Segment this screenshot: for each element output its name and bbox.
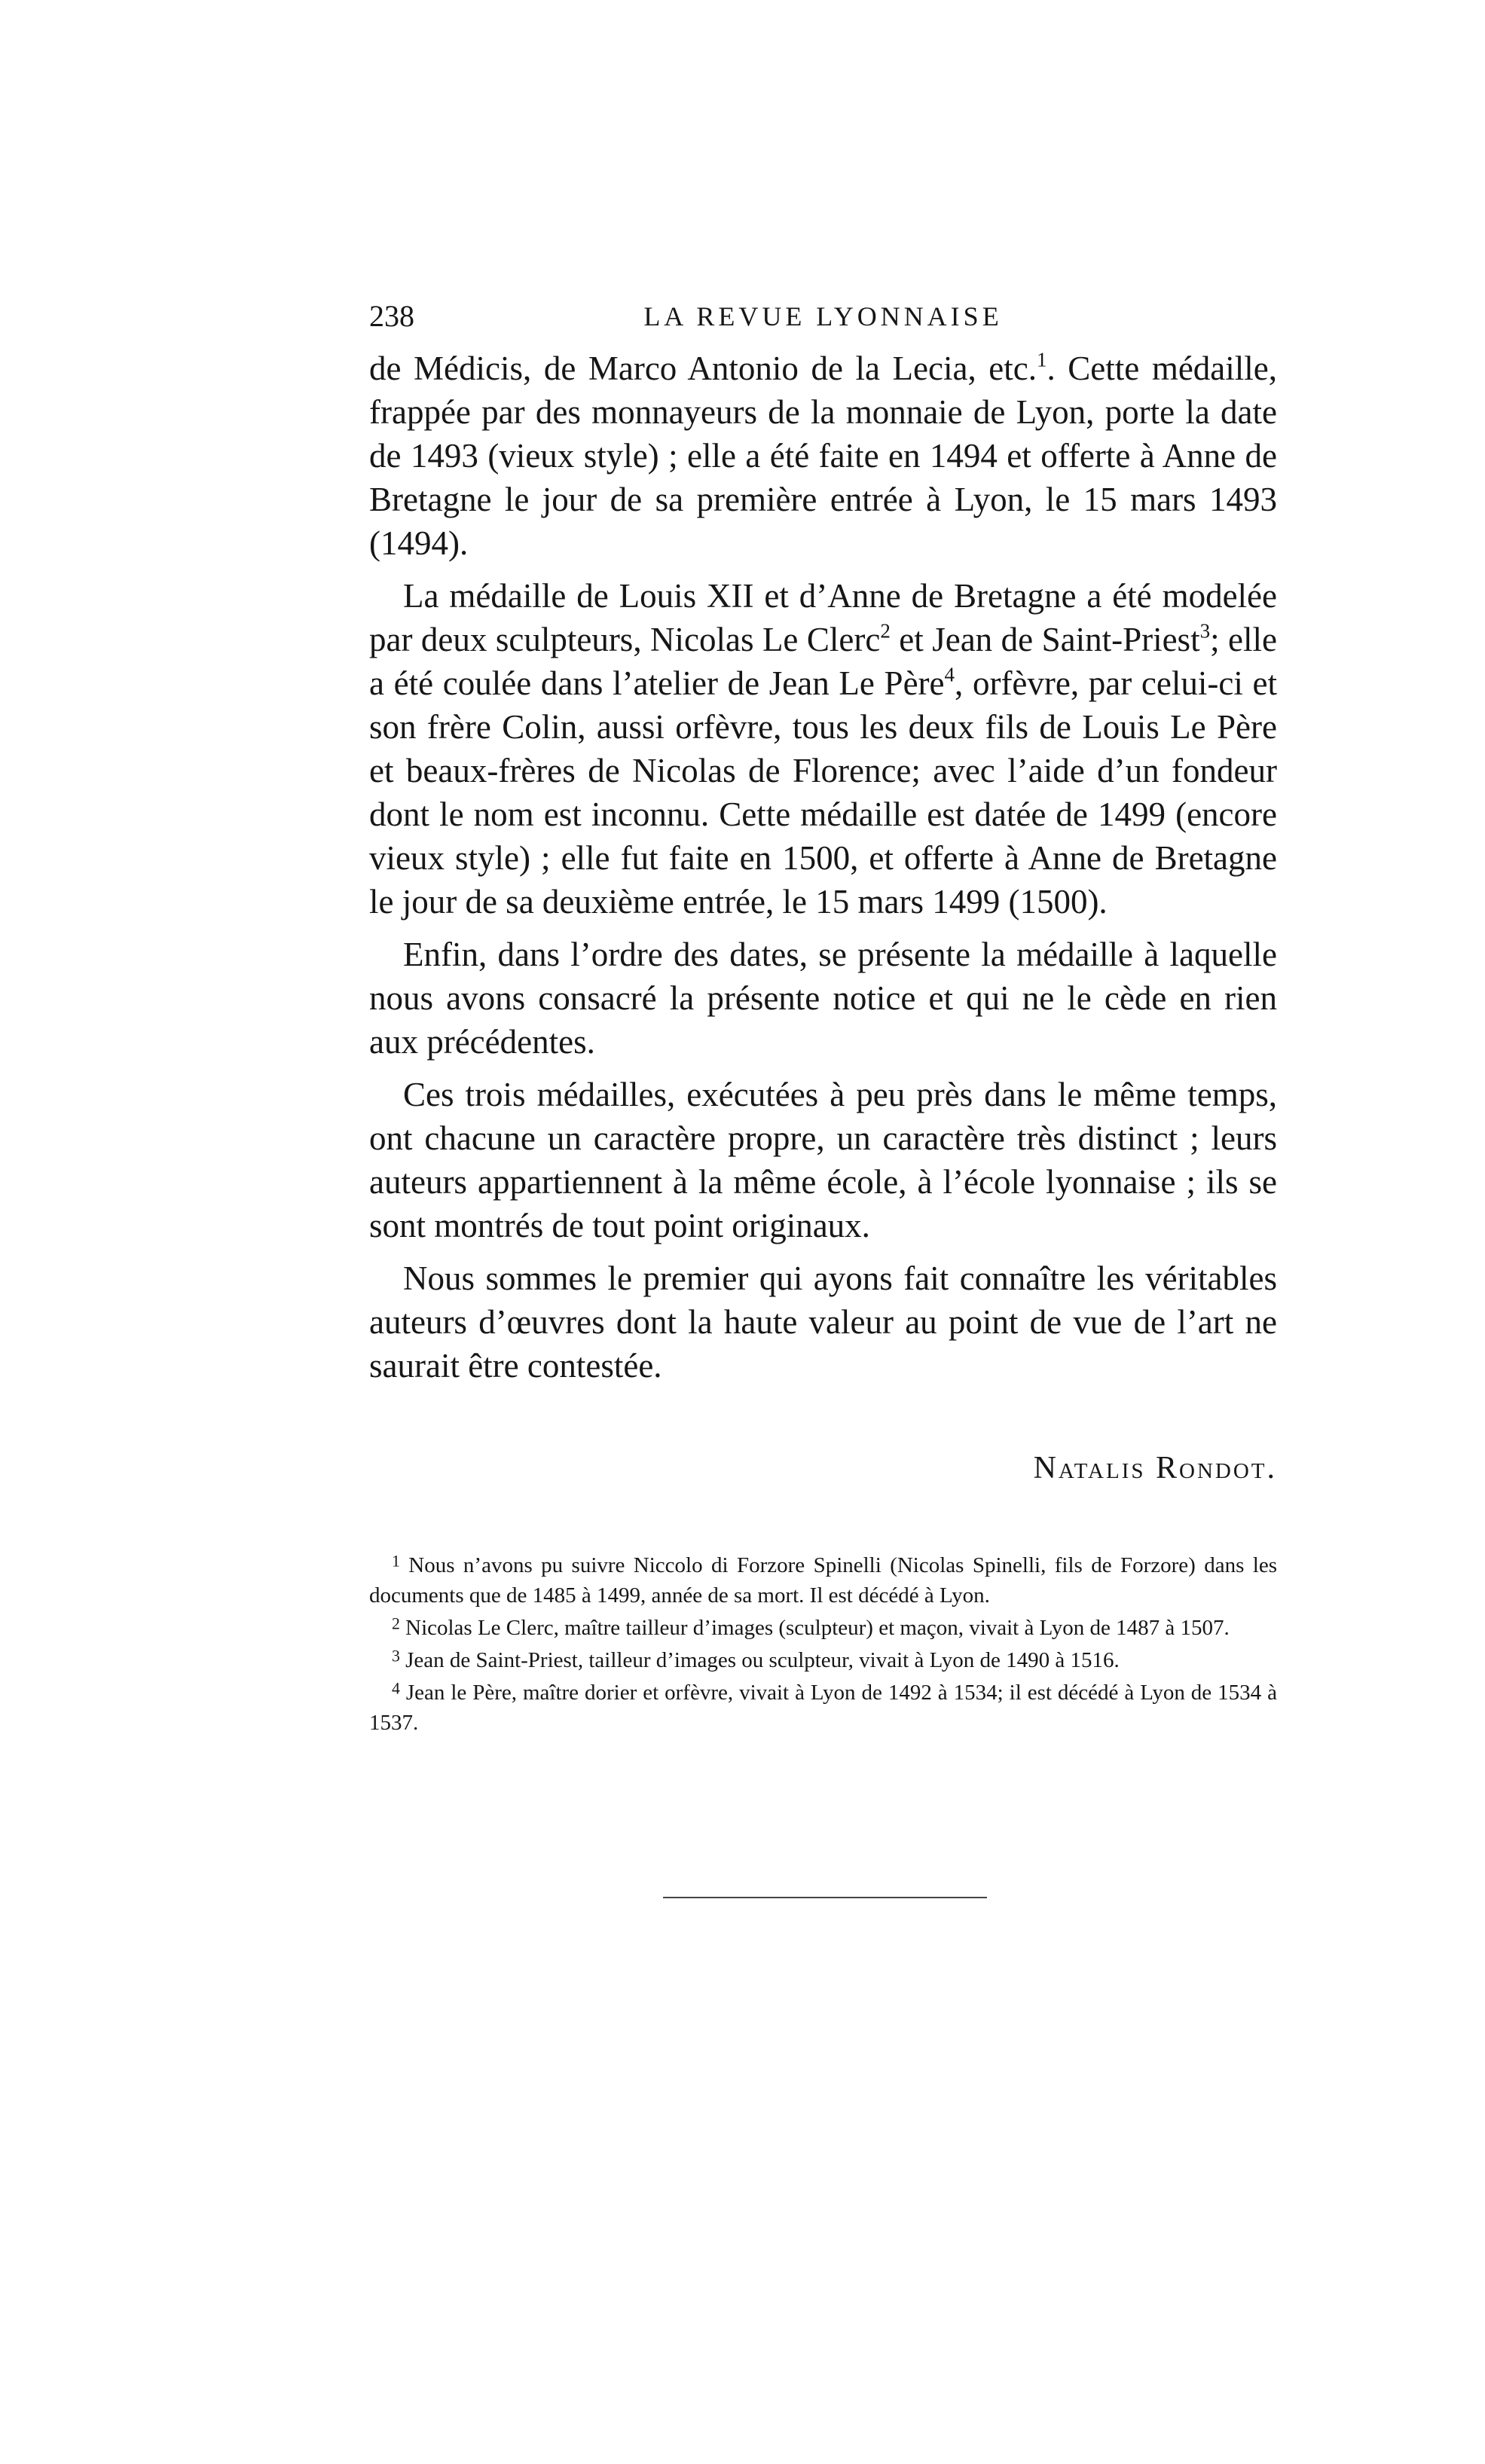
page-header (369, 294, 1277, 339)
footnote-3-text: Jean de Saint-Priest, tailleur d’images ou sculpteur, vivait à Lyon de 1490 à 1516. (405, 1648, 1120, 1672)
footnote-1-mark: 1 (392, 1552, 400, 1571)
footnote-2-text: Nicolas Le Clerc, maître tailleur d’images (sculpteur) et maçon, vivait à Lyon de 1487 à 1507. (405, 1616, 1230, 1640)
footnote-2-mark: 2 (392, 1614, 400, 1633)
paragraph-2-text-d: , orfèvre, par celui-ci et son frère Colin, aussi orfèvre, tous les deux fils de Louis Le Père et beaux-frères de Nicolas de Florence; avec l’aide d’un fondeur dont le nom est inconnu. Cette médaille est datée de 1499 (encore vieux style) ; elle fut faite en 1500, et offerte à Anne de Bretagne le jour de sa deuxième entrée, le 15 mars 1499 (1500). (369, 664, 1277, 921)
paragraph-1 (369, 347, 1277, 565)
paragraph-1-text-a: de Médicis, de Marco Antonio de la Lecia, etc. (369, 350, 1037, 387)
footnote-1 (369, 1550, 1277, 1611)
page-number: 238 (369, 299, 414, 333)
paragraph-5: Nous sommes le premier qui ayons fait connaître les véritables auteurs d’œuvres dont la haute valeur au point de vue de l’art ne saurait être contestée. (369, 1259, 1277, 1385)
paragraph-2-text-c: ; elle a été coulée dans l’atelier de Jean Le Père (369, 621, 1277, 702)
paragraph-4: Ces trois médailles, exécutées à peu près dans le même temps, ont chacune un caractère propre, un caractère très distinct ; leurs auteurs appartiennent à la même école, à l’école lyonnaise ; ils se sont montrés de tout point originaux. (369, 1076, 1277, 1244)
article-body (369, 347, 1277, 1397)
footnote-2 (369, 1613, 1277, 1643)
footnote-4-mark: 4 (392, 1679, 400, 1698)
footnote-ref-4: 4 (944, 663, 955, 686)
footnote-ref-1: 1 (1036, 348, 1047, 371)
paragraph-3: Enfin, dans l’ordre des dates, se présente la médaille à laquelle nous avons consacré la présente notice et qui ne le cède en rien aux précédentes. (369, 936, 1277, 1061)
footnote-3-mark: 3 (392, 1647, 400, 1666)
footnote-ref-3: 3 (1199, 619, 1211, 643)
paragraph-2 (369, 574, 1277, 924)
running-title: LA REVUE LYONNAISE (643, 301, 1003, 331)
author-signature: Natalis Rondot. (1033, 1451, 1277, 1485)
end-rule-divider (663, 1897, 987, 1898)
paragraph-1-text-b: . Cette médaille, frappée par des monnayeurs de la monnaie de Lyon, porte la date de 1493 (vieux style) ; elle a été faite en 1494 et offerte à Anne de Bretagne le jour de sa première entrée à Lyon, le 15 mars 1493 (1494). (369, 350, 1277, 562)
footnote-4 (369, 1678, 1277, 1738)
footnote-ref-2: 2 (880, 619, 891, 643)
footnote-4-text: Jean le Père, maître dorier et orfèvre, vivait à Lyon de 1492 à 1534; il est décédé à Lyon de 1534 à 1537. (369, 1681, 1277, 1735)
footnotes (369, 1550, 1277, 1740)
paragraph-2-text-b: et Jean de Saint-Priest (890, 621, 1200, 658)
footnote-1-text: Nous n’avons pu suivre Niccolo di Forzore Spinelli (Nicolas Spinelli, fils de Forzore) dans les documents que de 1485 à 1499, année de sa mort. Il est décédé à Lyon. (369, 1553, 1277, 1608)
paragraph-2-text-a: La médaille de Louis XII et d’Anne de Bretagne a été modelée par deux sculpteurs, Nicolas Le Clerc (369, 577, 1277, 658)
footnote-3 (369, 1645, 1277, 1675)
